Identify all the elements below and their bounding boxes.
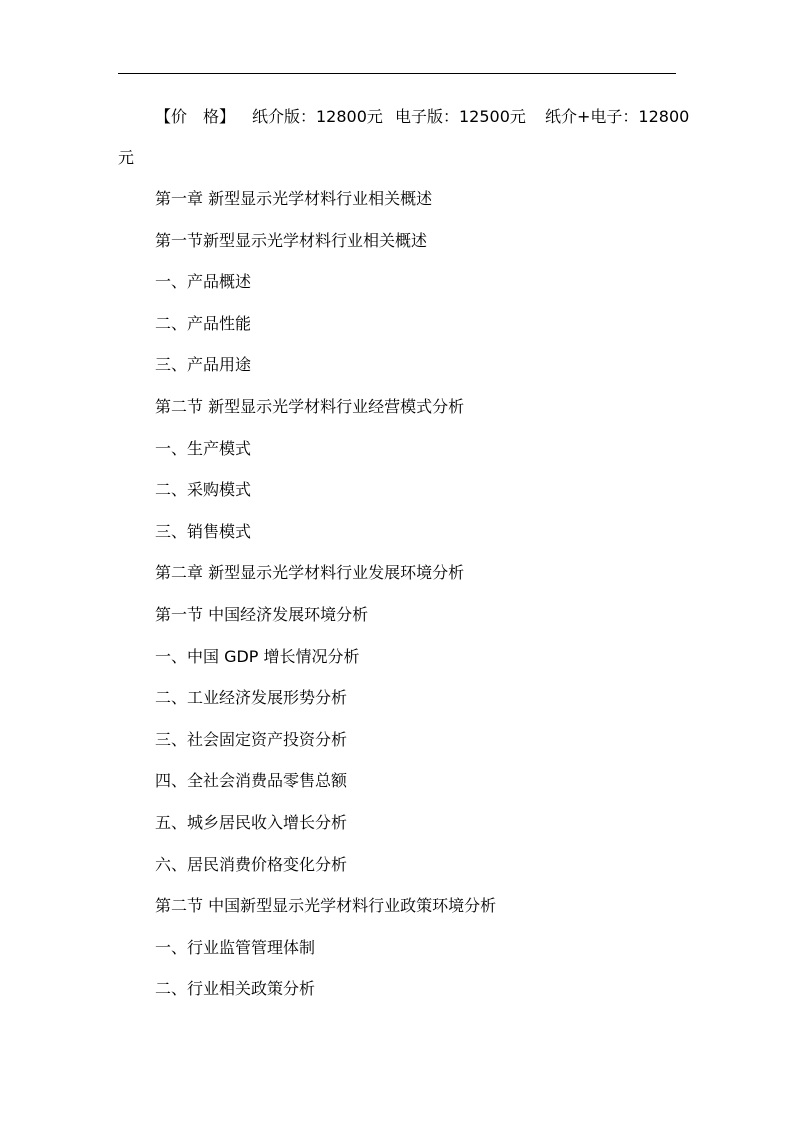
price-combo-edition: 纸介+电子：12800	[545, 107, 690, 126]
toc-item: 三、社会固定资产投资分析	[155, 729, 348, 749]
toc-item: 六、居民消费价格变化分析	[155, 854, 348, 874]
toc-section: 第一节 中国经济发展环境分析	[155, 604, 369, 624]
toc-item: 二、采购模式	[155, 480, 252, 500]
toc-item: 一、行业监管管理体制	[155, 937, 316, 957]
price-paper-edition: 纸介版：12800元	[252, 107, 383, 126]
toc-section: 第一节新型显示光学材料行业相关概述	[155, 230, 428, 250]
price-electronic-edition: 电子版：12500元	[395, 107, 526, 126]
price-combo-unit: 元	[118, 148, 135, 167]
toc-item: 三、销售模式	[155, 521, 252, 541]
toc-section: 第二节 新型显示光学材料行业经营模式分析	[155, 396, 465, 416]
toc-item: 二、行业相关政策分析	[155, 979, 316, 999]
toc-section: 第二节 中国新型显示光学材料行业政策环境分析	[155, 896, 497, 916]
toc-item: 一、中国 GDP 增长情况分析	[155, 646, 360, 666]
toc-item: 四、全社会消费品零售总额	[155, 771, 348, 791]
toc-item: 三、产品用途	[155, 355, 252, 375]
toc-item: 一、产品概述	[155, 272, 252, 292]
toc-chapter: 第一章 新型显示光学材料行业相关概述	[155, 189, 433, 208]
toc-item: 一、生产模式	[155, 438, 252, 458]
toc-chapter: 第二章 新型显示光学材料行业发展环境分析	[155, 563, 465, 583]
header-rule	[118, 73, 676, 74]
toc-item: 五、城乡居民收入增长分析	[155, 812, 348, 832]
toc-item: 二、工业经济发展形势分析	[155, 688, 348, 708]
table-of-contents	[155, 178, 496, 1010]
toc-item: 二、产品性能	[155, 313, 252, 333]
price-label: 【价 格】	[155, 107, 236, 126]
